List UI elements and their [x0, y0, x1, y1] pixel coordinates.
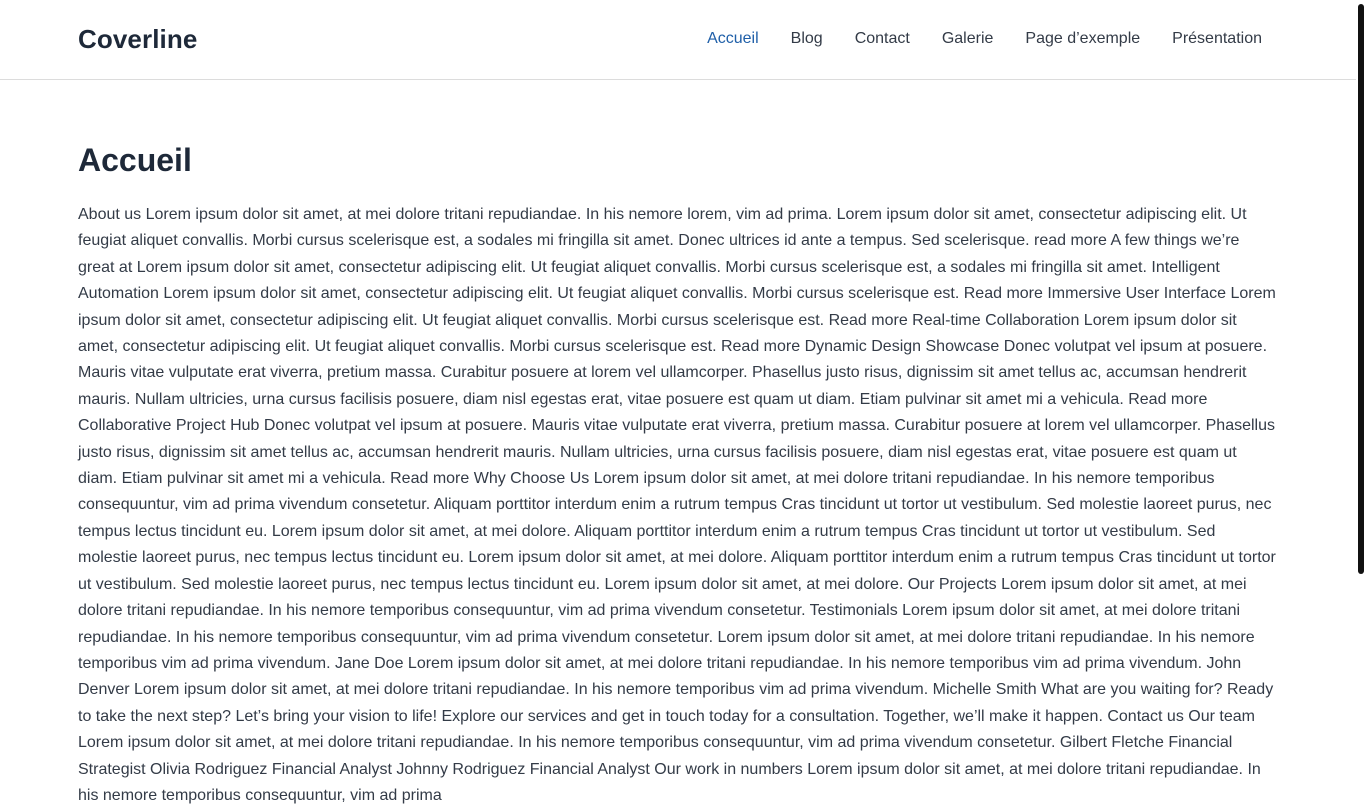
main-content	[78, 80, 1278, 809]
page-title: Accueil	[78, 142, 192, 178]
page-body-text: About us Lorem ipsum dolor sit amet, at mei dolore tritani repudiandae. In his nemore lorem, vim ad prima. Lorem ipsum dolor sit amet, consectetur adipiscing elit. Ut feugiat aliquet convallis. Morbi cursus scelerisque est, a sodales mi fringilla sit amet. Donec ultrices id ante a tempus. Sed scelerisque. read more A few things we’re great at Lorem ipsum dolor sit amet, consectetur adipiscing elit. Ut feugiat aliquet convallis. Morbi cursus scelerisque est, a sodales mi fringilla sit amet. Intelligent Automation Lorem ipsum dolor sit amet, consectetur adipiscing elit. Ut feugiat aliquet convallis. Morbi cursus scelerisque est. Read more Immersive User Interface Lorem ipsum dolor sit amet, consectetur adipiscing elit. Ut feugiat aliquet convallis. Morbi cursus scelerisque est. Read more Real-time Collaboration Lorem ipsum dolor sit amet, consectetur adipiscing elit. Ut feugiat aliquet convallis. Morbi cursus scelerisque est. Read more Dynamic Design Showcase Donec volutpat vel ipsum at posuere. Mauris vitae vulputate erat viverra, pretium massa. Curabitur posuere at lorem vel ullamcorper. Phasellus justo risus, dignissim sit amet tellus ac, accumsan hendrerit mauris. Nullam ultricies, urna cursus facilisis posuere, diam nisl egestas erat, vitae posuere est quam ut diam. Etiam pulvinar sit amet mi a vehicula. Read more Collaborative Project Hub Donec volutpat vel ipsum at posuere. Mauris vitae vulputate erat viverra, pretium massa. Curabitur posuere at lorem vel ullamcorper. Phasellus justo risus, dignissim sit amet tellus ac, accumsan hendrerit mauris. Nullam ultricies, urna cursus facilisis posuere, diam nisl egestas erat, vitae posuere est quam ut diam. Etiam pulvinar sit amet mi a vehicula. Read more Why Choose Us Lorem ipsum dolor sit amet, at mei dolore tritani repudiandae. In his nemore temporibus consequuntur, vim ad prima vivendum consetetur. Aliquam porttitor interdum enim a rutrum tempus Cras tincidunt ut tortor ut vestibulum. Sed molestie laoreet purus, nec tempus lectus tincidunt eu. Lorem ipsum dolor sit amet, at mei dolore. Aliquam porttitor interdum enim a rutrum tempus Cras tincidunt ut tortor ut vestibulum. Sed molestie laoreet purus, nec tempus lectus tincidunt eu. Lorem ipsum dolor sit amet, at mei dolore. Aliquam porttitor interdum enim a rutrum tempus Cras tincidunt ut tortor ut vestibulum. Sed molestie laoreet purus, nec tempus lectus tincidunt eu. Lorem ipsum dolor sit amet, at mei dolore. Our Projects Lorem ipsum dolor sit amet, at mei dolore tritani repudiandae. In his nemore temporibus consequuntur, vim ad prima vivendum consetetur. Testimonials Lorem ipsum dolor sit amet, at mei dolore tritani repudiandae. In his nemore temporibus consequuntur, vim ad prima vivendum consetetur. Lorem ipsum dolor sit amet, at mei dolore tritani repudiandae. In his nemore temporibus vim ad prima vivendum. Jane Doe Lorem ipsum dolor sit amet, at mei dolore tritani repudiandae. In his nemore temporibus vim ad prima vivendum. John Denver Lorem ipsum dolor sit amet, at mei dolore tritani repudiandae. In his nemore temporibus vim ad prima vivendum. Michelle Smith What are you waiting for? Ready to take the next step? Let’s bring your vision to life! Explore our services and get in touch today for a consultation. Together, we’ll make it happen. Contact us Our team Lorem ipsum dolor sit amet, at mei dolore tritani repudiandae. In his nemore temporibus consequuntur, vim ad prima vivendum consetetur. Gilbert Fletche Financial Strategist Olivia Rodriguez Financial Analyst Johnny Rodriguez Financial Analyst Our work in numbers Lorem ipsum dolor sit amet, at mei dolore tritani repudiandae. In his nemore temporibus consequuntur, vim ad prima	[78, 206, 1276, 804]
main-nav	[675, 30, 1262, 48]
nav-item-galerie[interactable]: Galerie	[941, 30, 994, 47]
scrollbar-thumb[interactable]	[1358, 4, 1364, 574]
nav-item-accueil[interactable]: Accueil	[707, 30, 759, 47]
nav-item-page-exemple[interactable]: Page d’exemple	[1025, 30, 1141, 47]
site-header	[0, 0, 1356, 80]
page-scrollbar[interactable]	[1358, 0, 1364, 768]
nav-item-contact[interactable]: Contact	[854, 30, 910, 47]
nav-item-blog[interactable]: Blog	[790, 30, 823, 47]
site-logo[interactable]: Coverline	[78, 24, 198, 54]
nav-item-presentation[interactable]: Présentation	[1172, 30, 1262, 47]
